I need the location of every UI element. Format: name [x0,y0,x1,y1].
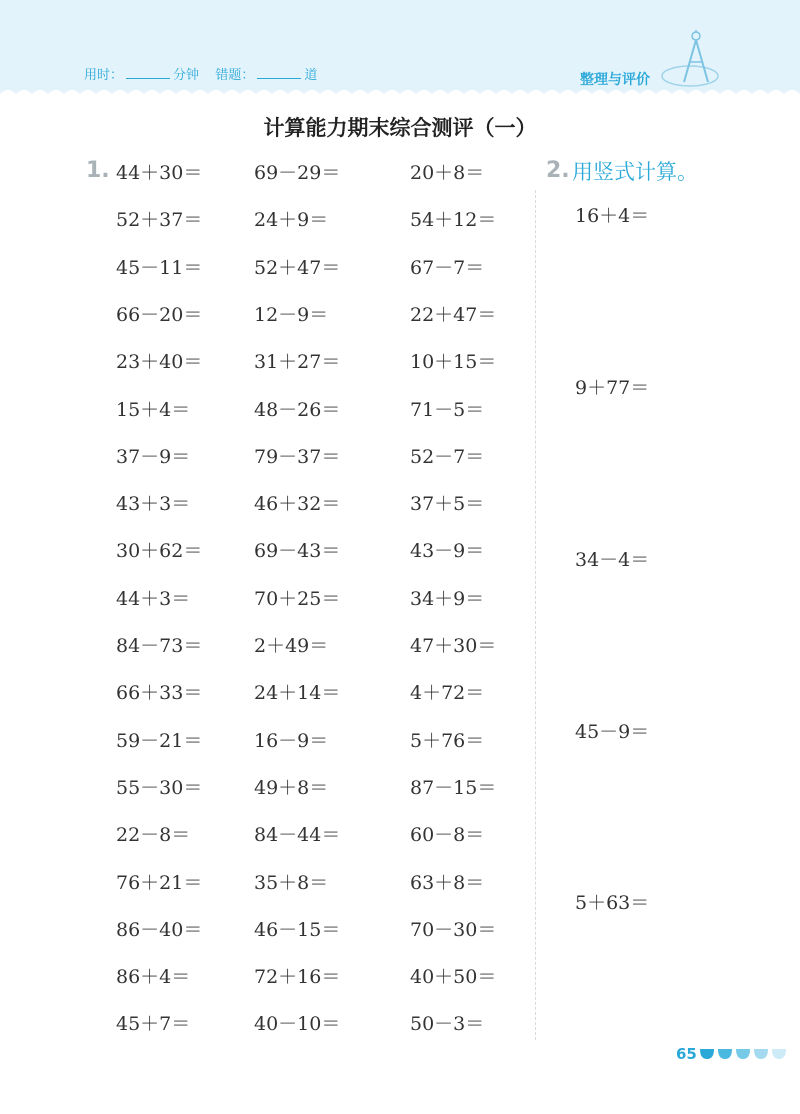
question-2-title: 用竖式计算。 [572,160,698,184]
column-divider [535,190,536,1040]
exercise-item: 47＋30＝ [410,635,497,657]
exercise-item: 84－73＝ [116,635,203,657]
time-unit: 分钟 [173,68,200,83]
compass-icon [660,28,730,90]
exercise-item: 70－30＝ [410,918,497,941]
exercise-item: 44＋3＝ [116,587,191,610]
vertical-calc-item: 34－4＝ [575,549,650,571]
exercise-item: 16－9＝ [254,729,329,752]
exercise-item: 66－20＝ [116,303,203,326]
exercise-item: 22＋47＝ [410,303,497,326]
cup-icon [700,1049,714,1059]
exercise-item: 79－37＝ [254,445,341,468]
vertical-calc-item: 45－9＝ [575,721,650,743]
exercise-item: 15＋4＝ [116,398,191,421]
cup-icon [718,1049,732,1059]
exercise-item: 66＋33＝ [116,682,203,705]
time-label: 用时： [84,68,124,83]
vertical-calc-item: 16＋4＝ [575,205,650,227]
exercise-item: 30＋62＝ [116,540,203,563]
exercise-item: 54＋12＝ [410,209,497,232]
exercise-item: 2＋49＝ [254,635,329,657]
exercise-item: 59－21＝ [116,729,203,752]
exercise-item: 60－8＝ [410,824,485,847]
exercise-item: 46＋32＝ [254,493,341,516]
exercise-item: 10＋15＝ [410,351,497,374]
exercise-item: 24＋14＝ [254,682,341,705]
page-number: 65 [676,1045,697,1063]
exercise-item: 24＋9＝ [254,209,329,232]
exercise-item: 46－15＝ [254,918,341,941]
errors-label: 错题： [215,68,255,83]
exercise-item: 55－30＝ [116,776,203,799]
exercise-item: 45＋7＝ [116,1013,191,1036]
exercise-item: 71－5＝ [410,398,485,421]
exercise-item: 43＋3＝ [116,493,191,516]
section-tag: 整理与评价 [580,72,650,88]
exercise-item: 72＋16＝ [254,966,341,989]
exercise-item: 40＋50＝ [410,966,497,989]
cup-icon [754,1049,768,1059]
exercise-item: 35＋8＝ [254,871,329,894]
exercise-item: 23＋40＝ [116,351,203,374]
exercise-item: 44＋30＝ [116,162,203,184]
exercise-item: 48－26＝ [254,398,341,421]
exercise-item: 87－15＝ [410,776,497,799]
cup-icon [736,1049,750,1059]
exercise-item: 20＋8＝ [410,162,485,184]
exercise-item: 37＋5＝ [410,493,485,516]
question-2-number: 2. [546,158,570,183]
exercise-item: 70＋25＝ [254,587,341,610]
exercise-item: 4＋72＝ [410,682,485,705]
exercise-item: 63＋8＝ [410,871,485,894]
time-blank[interactable] [126,67,170,79]
time-errors-record [84,64,317,83]
exercise-item: 43－9＝ [410,540,485,563]
exercise-item: 49＋8＝ [254,776,329,799]
exercise-item: 5＋76＝ [410,729,485,752]
exercise-item: 52－7＝ [410,445,485,468]
exercise-item: 84－44＝ [254,824,341,847]
exercise-item: 86＋4＝ [116,966,191,989]
exercise-item: 52＋47＝ [254,256,341,279]
exercise-item: 22－8＝ [116,824,191,847]
exercise-item: 69－43＝ [254,540,341,563]
exercise-item: 40－10＝ [254,1013,341,1036]
page-title: 计算能力期末综合测评（一） [263,116,537,140]
exercise-item: 69－29＝ [254,162,341,184]
exercise-item: 76＋21＝ [116,871,203,894]
errors-unit: 道 [304,68,318,83]
exercise-item: 67－7＝ [410,256,485,279]
exercise-item: 12－9＝ [254,303,329,326]
exercise-item: 34＋9＝ [410,587,485,610]
question-1-number: 1. [86,158,110,183]
exercise-item: 37－9＝ [116,445,191,468]
errors-blank[interactable] [257,67,301,79]
cup-icon [772,1049,786,1059]
exercise-item: 50－3＝ [410,1013,485,1036]
vertical-calc-item: 5＋63＝ [575,892,650,914]
exercise-item: 52＋37＝ [116,209,203,232]
exercise-item: 45－11＝ [116,256,203,279]
exercise-item: 31＋27＝ [254,351,341,374]
exercise-item: 86－40＝ [116,918,203,941]
vertical-calc-item: 9＋77＝ [575,377,650,399]
